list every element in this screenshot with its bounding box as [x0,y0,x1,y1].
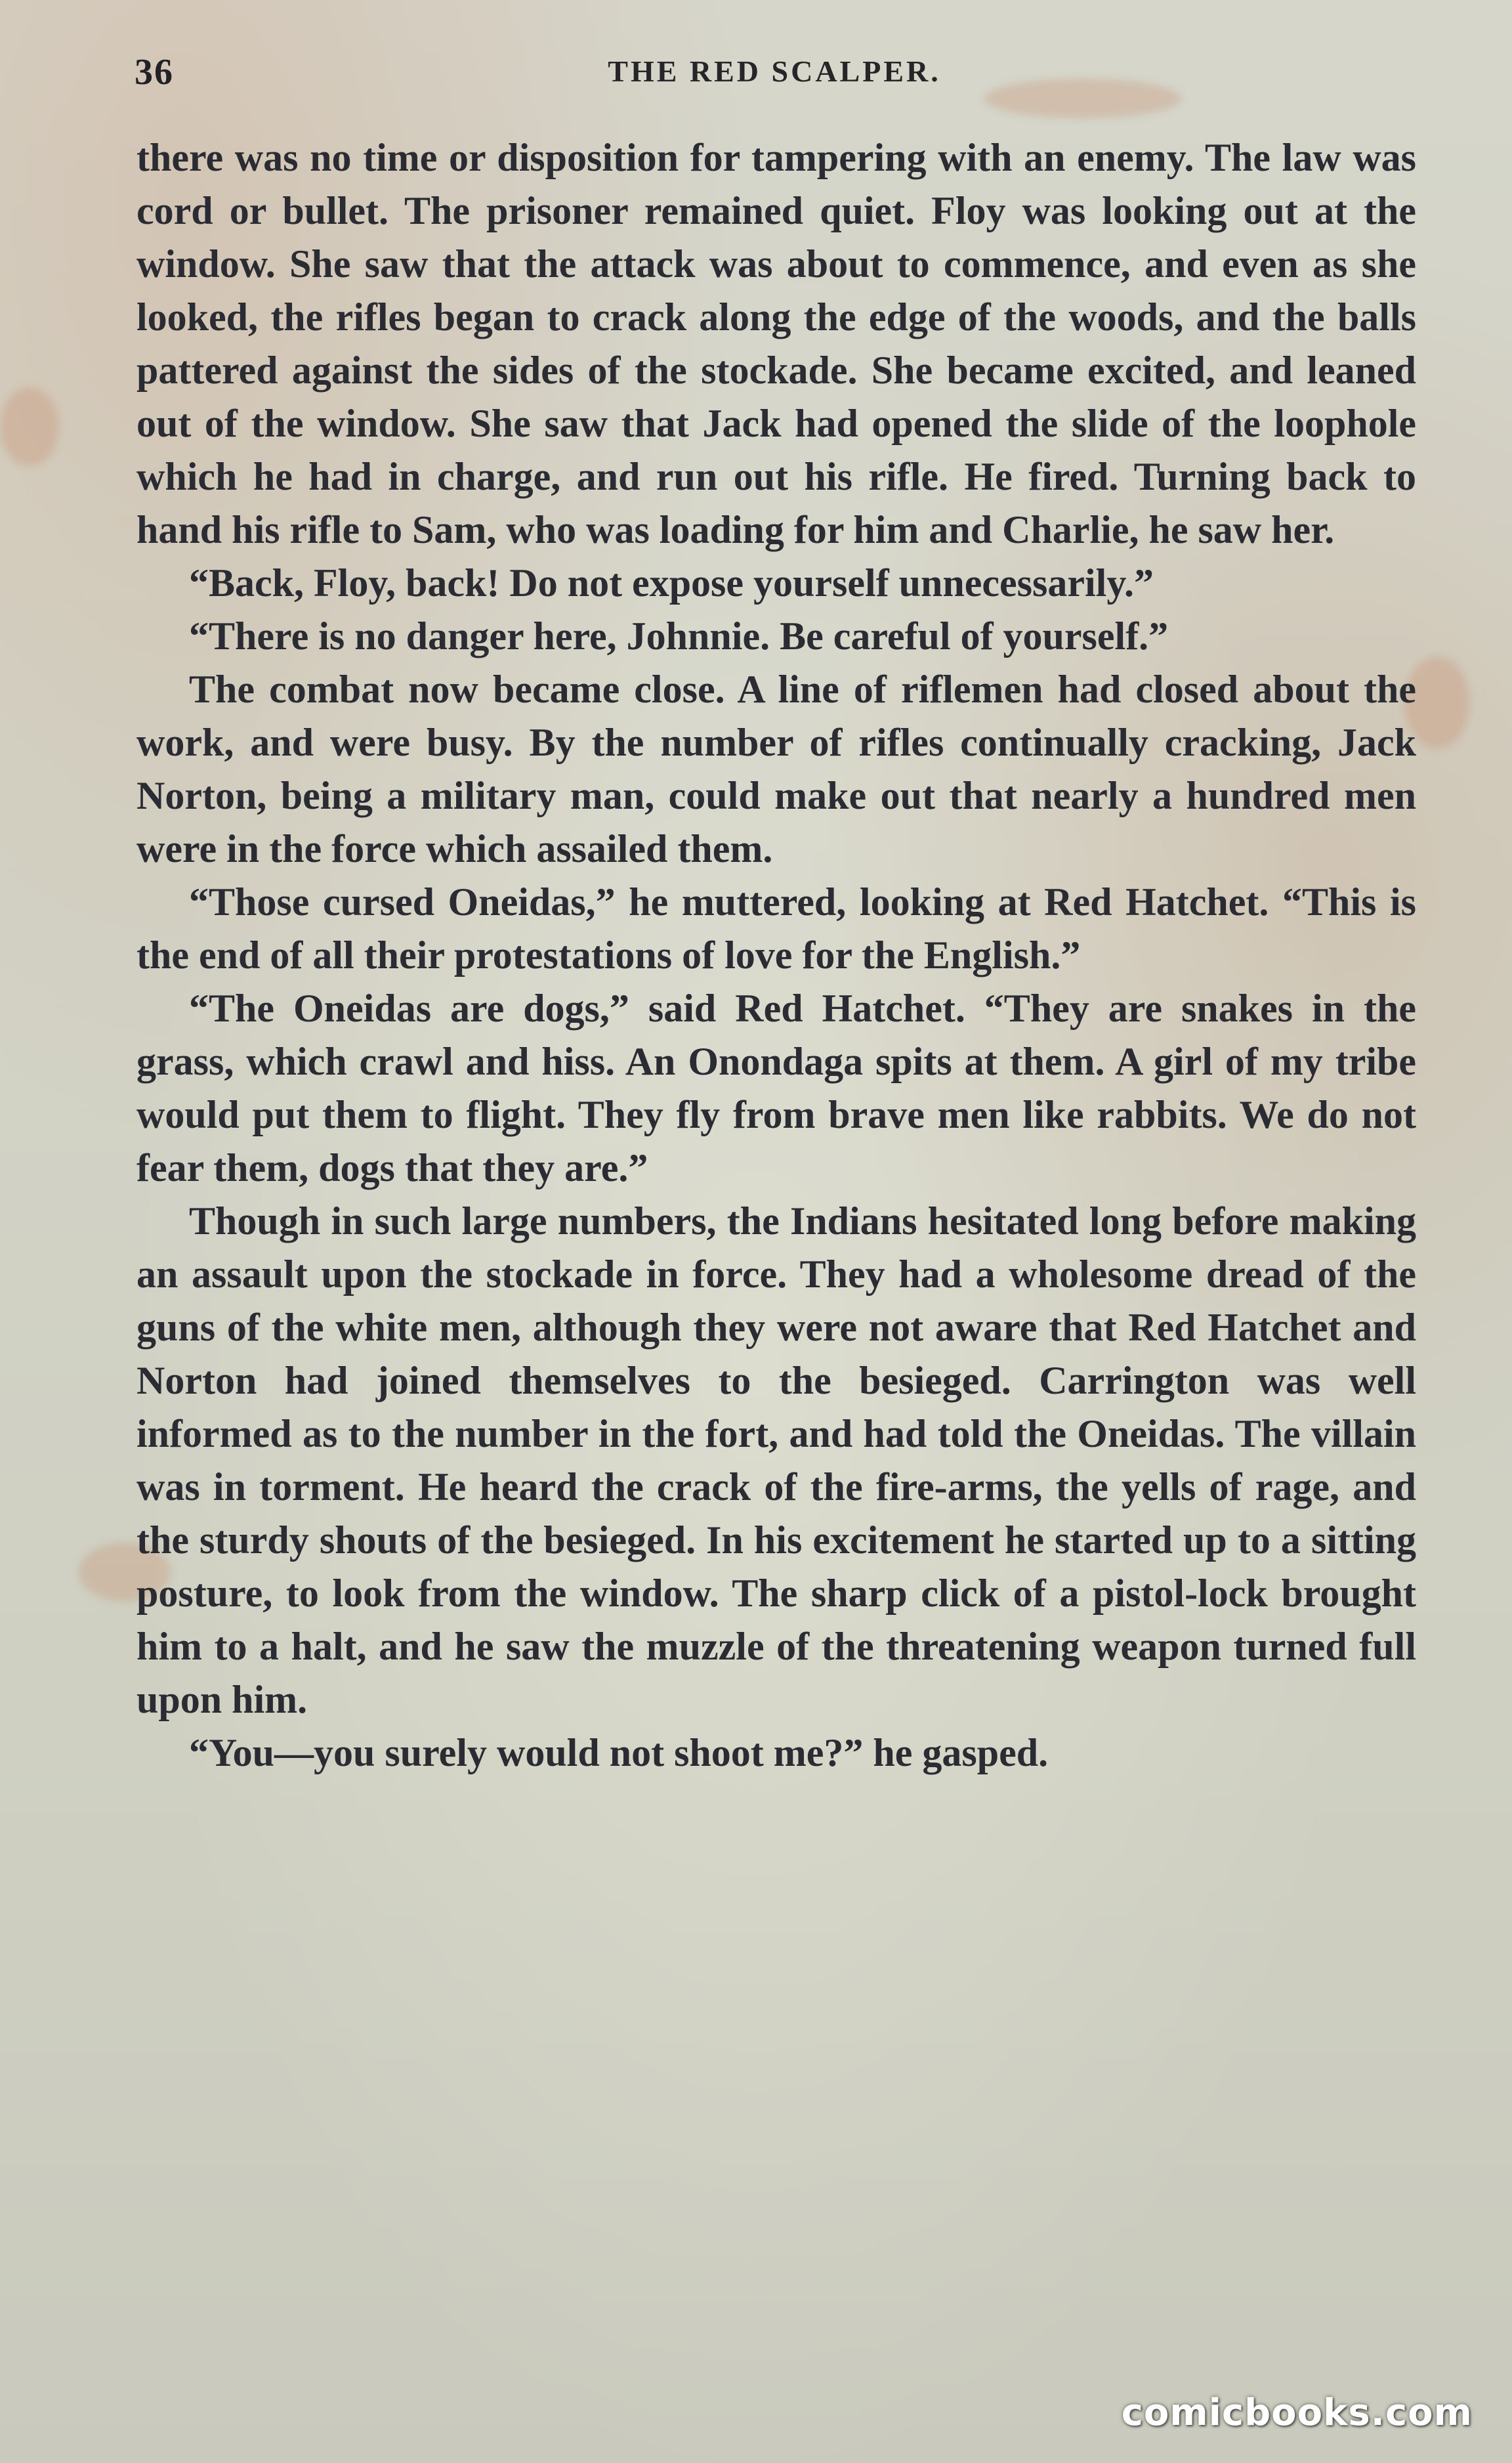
paragraph: “Those cursed Oneidas,” he muttered, looking at Red Hatchet. “This is the end of all their protestations of love for the English.” [136,880,1416,977]
paragraph: there was no time or disposition for tampering with an enemy. The law was cord or bullet. The prisoner remained quiet. Floy was looking out at the window. She saw that the attack was about to commence, and even as she looked, the rifles began to crack along the edge of the woods, and the balls pattered against the sides of the stockade. She became excited, and leaned out of the window. She saw that Jack had opened the slide of the loophole which he had in charge, and run out his rifle. He fired. Turning back to hand his rifle to Sam, who was loading for him and Charlie, he saw her. [136,136,1416,551]
paragraph: The combat now became close. A line of riflemen had closed about the work, and were busy. By the number of rifles continually cracking, Jack Norton, being a military man, could make out that nearly a hundred men were in the force which assailed them. [136,668,1416,870]
paragraph: “The Oneidas are dogs,” said Red Hatchet. “They are snakes in the grass, which crawl and hiss. An Onondaga spits at them. A girl of my tribe would put them to flight. They fly from brave men like rabbits. We do not fear them, dogs that they are.” [136,987,1416,1189]
paragraph: “There is no danger here, Johnnie. Be careful of yourself.” [189,614,1169,658]
page-stain [0,387,59,466]
watermark: comicbooks.com [1121,2391,1473,2434]
paragraph: Though in such large numbers, the Indians hesitated long before making an assault upon the stockade in force. They had a wholesome dread of the guns of the white men, although they were not aware that Red Hatchet and Norton had joined themselves to the besieged. Carrington was well informed as to the number in the fort, and had told the Oneidas. The villain was in torment. He heard the crack of the fire-arms, the yells of rage, and the sturdy shouts of the besieged. In his excitement he started up to a sitting posture, to look from the window. The sharp click of a pistol-lock brought him to a halt, and he saw the muzzle of the threatening weapon turned full upon him. [136,1199,1416,1721]
running-head: THE RED SCALPER. [608,54,941,88]
body-text [136,131,1416,1780]
page-header [135,51,1414,97]
paragraph: “You—you surely would not shoot me?” he gasped. [189,1731,1049,1774]
paragraph: “Back, Floy, back! Do not expose yourself unnecessarily.” [189,561,1154,605]
page-number: 36 [135,52,174,93]
